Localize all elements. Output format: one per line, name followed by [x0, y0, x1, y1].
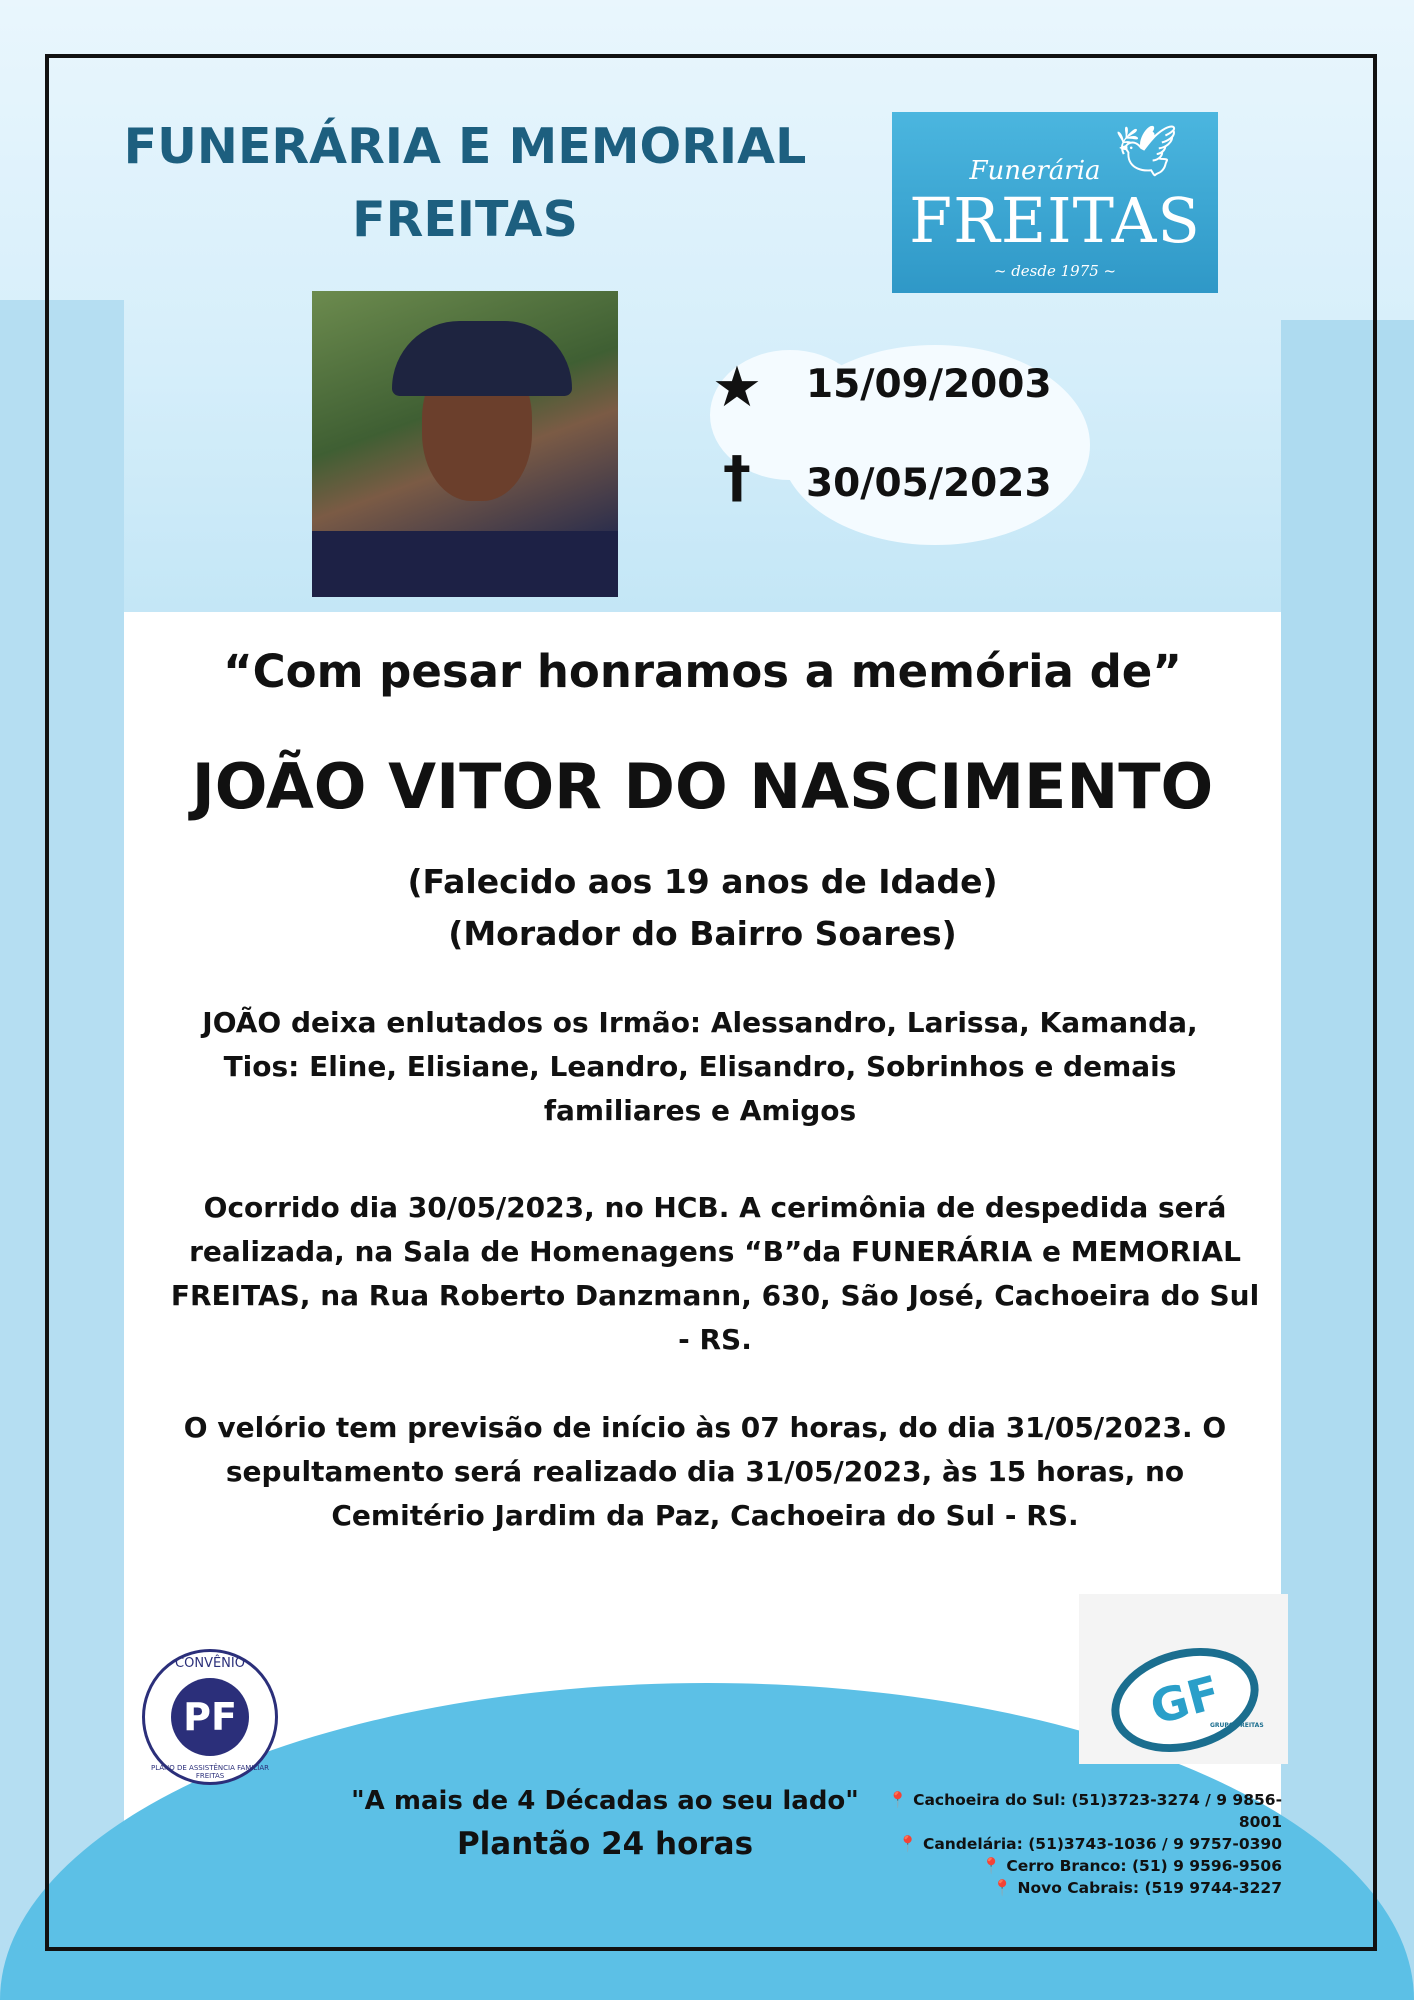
photo-cap [392, 321, 572, 396]
pf-top-text: CONVÊNIO [175, 1656, 245, 1671]
burial-text: O velório tem previsão de início às 07 horas, do dia 31/05/2023. O sepultamento será realizado dia 31/05/2023, às 15 horas, no Cemitério Jardim da Paz, Cachoeira do Sul - RS. [183, 1411, 1227, 1532]
gf-sub: GRUPO FREITAS [1210, 1722, 1264, 1729]
birth-date: 15/09/2003 [806, 362, 1052, 407]
contact-item [850, 1789, 1282, 1833]
title-line1: FUNERÁRIA E MEMORIAL [123, 118, 807, 175]
family-text: JOÃO deixa enlutados os Irmão: Alessandro, Larissa, Kamanda, Tios: Eline, Elisiane, Leandro, Elisandro, Sobrinhos e demais familiares e Amigos [202, 1006, 1198, 1127]
contact-item [850, 1877, 1282, 1899]
gf-mark: GF [1144, 1664, 1226, 1736]
freitas-logo [892, 112, 1218, 293]
pf-convenio-logo [142, 1649, 278, 1785]
contact-item [850, 1855, 1282, 1877]
deceased-name: JOÃO VITOR DO NASCIMENTO [191, 750, 1214, 823]
logo-since: ~ desde 1975 ~ [993, 262, 1117, 280]
memorial-quote: “Com pesar honramos a memória de” [223, 645, 1182, 698]
location-pin-icon: 📍 [898, 1835, 918, 1853]
contact-text: Cerro Branco: (51) 9 9596-9506 [1006, 1857, 1282, 1875]
pf-mark: PF [171, 1678, 249, 1756]
age-text: (Falecido aos 19 anos de Idade) [407, 862, 998, 901]
location-pin-icon: 📍 [888, 1791, 908, 1809]
slogan: "A mais de 4 Décadas ao seu lado" [351, 1786, 859, 1816]
contact-text: Candelária: (51)3743-1036 / 9 9757-0390 [922, 1835, 1282, 1853]
contact-text: Novo Cabrais: (519 9744-3227 [1017, 1879, 1282, 1897]
contact-text: Cachoeira do Sul: (51)3723-3274 / 9 9856-8001 [913, 1791, 1282, 1831]
logo-script: Funerária [969, 156, 1101, 186]
duty-text: Plantão 24 horas [456, 1826, 754, 1862]
title-line2: FREITAS [352, 191, 578, 248]
residence-text: (Morador do Bairro Soares) [448, 914, 957, 953]
dove-icon: 🕊 [1114, 122, 1178, 180]
pf-ring-text: PLANO DE ASSISTÊNCIA FAMILIAR FREITAS [150, 1764, 270, 1780]
cross-icon: † [723, 445, 751, 510]
contact-item [850, 1833, 1282, 1855]
contact-list [850, 1789, 1282, 1899]
ceremony-text: Ocorrido dia 30/05/2023, no HCB. A cerimônia de despedida será realizada, na Sala de Homenagens “B”da FUNERÁRIA e MEMORIAL FREITAS, na Rua Roberto Danzmann, 630, São José, Cachoeira do Sul - RS. [170, 1191, 1260, 1356]
page-title [100, 110, 830, 256]
location-pin-icon: 📍 [981, 1857, 1001, 1875]
logo-brand: FREITAS [909, 184, 1201, 257]
photo-shirt [312, 531, 618, 597]
death-date: 30/05/2023 [806, 461, 1052, 506]
star-icon: ★ [711, 355, 763, 420]
deceased-photo [312, 291, 618, 597]
location-pin-icon: 📍 [992, 1879, 1013, 1897]
